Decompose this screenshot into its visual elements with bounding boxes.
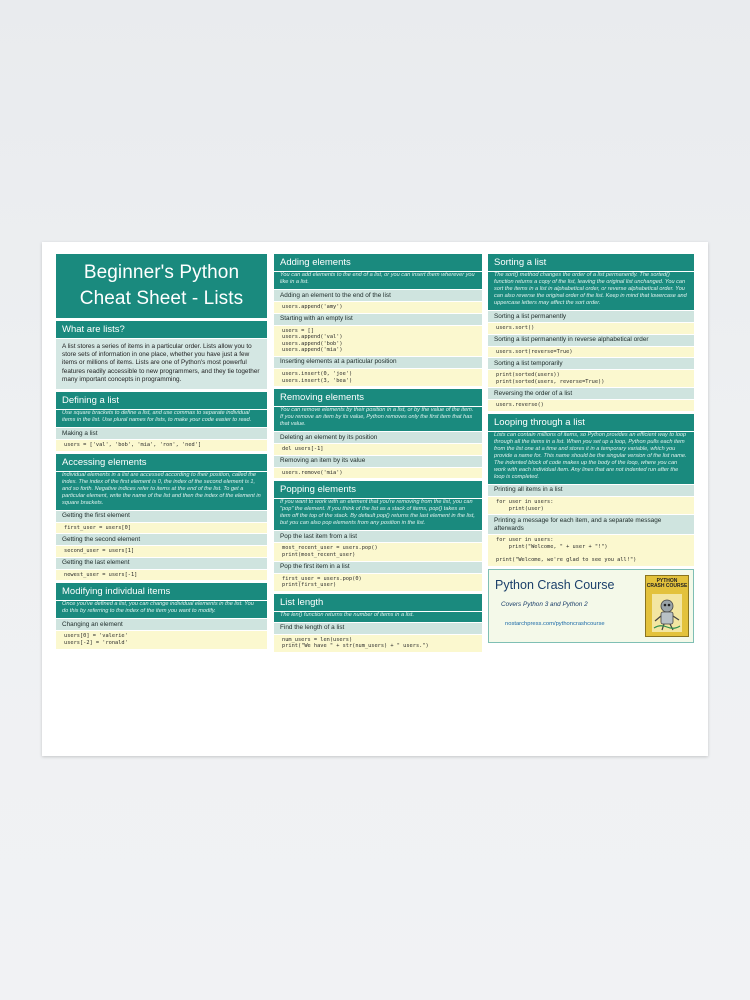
- section-heading: Modifying individual items: [56, 583, 267, 600]
- subheading: Getting the second element: [56, 534, 267, 545]
- code-snippet: most_recent_user = users.pop() print(most_recent_user): [274, 543, 482, 560]
- subheading: Adding an element to the end of the list: [274, 290, 482, 301]
- subheading: Sorting a list temporarily: [488, 358, 694, 369]
- section-what-are-lists: [56, 321, 267, 389]
- code-snippet: users.sort(): [488, 323, 694, 334]
- code-snippet: users.append('amy'): [274, 302, 482, 313]
- subheading: Sorting a list permanently: [488, 311, 694, 322]
- subheading: Reversing the order of a list: [488, 388, 694, 399]
- promo-url[interactable]: nostarchpress.com/pythoncrashcourse: [505, 620, 605, 627]
- book-promo: [488, 569, 694, 643]
- promo-title: Python Crash Course: [495, 577, 615, 592]
- subheading: Getting the first element: [56, 511, 267, 522]
- code-snippet: users.reverse(): [488, 400, 694, 411]
- cheat-sheet-poster: [42, 242, 708, 756]
- subheading: Find the length of a list: [274, 623, 482, 634]
- subheading: Inserting elements at a particular position: [274, 357, 482, 368]
- column-2: [274, 254, 482, 652]
- section-description: The len() function returns the number of items in a list.: [274, 612, 482, 622]
- section-description: The sort() method changes the order of a list permanently. The sorted() function returns a copy of the list, leaving the original list unchanged. You can sort the items in a list in alphabetical order, or reverse alphabetical order. You can also reverse the original order of the list. Keep in mind that lowercase and uppercase letters may affect the sort order.: [488, 272, 694, 310]
- title-line-2: Cheat Sheet - Lists: [79, 288, 244, 309]
- section-heading: List length: [274, 594, 482, 611]
- code-snippet: del users[-1]: [274, 444, 482, 455]
- code-snippet: num_users = len(users) print("We have " + str(num_users) + " users."): [274, 635, 482, 652]
- subheading: Pop the last item from a list: [274, 531, 482, 542]
- code-snippet: users[0] = 'valerie' users[-2] = 'ronald': [56, 631, 267, 648]
- promo-subtitle: Covers Python 3 and Python 2: [501, 600, 588, 608]
- section-heading: Sorting a list: [488, 254, 694, 271]
- section-heading: Popping elements: [274, 481, 482, 498]
- subheading: Starting with an empty list: [274, 314, 482, 325]
- section-list-length: [274, 594, 482, 652]
- column-1: [56, 254, 267, 649]
- section-description: You can remove elements by their position in a list, or by the value of the item. If you remove an item by its value, Python removes only the first item that has that value.: [274, 407, 482, 431]
- section-modifying-items: [56, 583, 267, 648]
- code-snippet: users = ['val', 'bob', 'mia', 'ron', 'ned']: [56, 440, 267, 451]
- section-popping-elements: [274, 481, 482, 590]
- book-cover-image: [645, 575, 689, 637]
- section-heading: Looping through a list: [488, 414, 694, 431]
- book-cover-title: PYTHON CRASH COURSE: [646, 577, 688, 590]
- code-snippet: for user in users: print("Welcome, " + user + "!") print("Welcome, we're glad to see you all!"): [488, 535, 694, 565]
- code-snippet: second_user = users[1]: [56, 546, 267, 557]
- section-defining-a-list: [56, 392, 267, 451]
- subheading: Changing an element: [56, 619, 267, 630]
- code-snippet: first_user = users.pop(0) print(first_user): [274, 574, 482, 591]
- code-snippet: users = [] users.append('val') users.append('bob') users.append('mia'): [274, 326, 482, 356]
- code-snippet: print(sorted(users)) print(sorted(users, reverse=True)): [488, 370, 694, 387]
- title-line-1: Beginner's Python: [83, 262, 240, 283]
- subheading: Making a list: [56, 428, 267, 439]
- subheading: Deleting an element by its position: [274, 432, 482, 443]
- section-description: If you want to work with an element that you're removing from the list, you can "pop" the element. If you think of the list as a stack of items, pop() takes an item off the top of the stack. By default pop() returns the last element in the list, but you can also pop elements from any position in the list.: [274, 499, 482, 530]
- section-sorting-a-list: [488, 254, 694, 411]
- section-heading: Removing elements: [274, 389, 482, 406]
- section-adding-elements: [274, 254, 482, 386]
- section-description: You can add elements to the end of a list, or you can insert them wherever you like in a list.: [274, 272, 482, 289]
- section-description: Once you've defined a list, you can change individual elements in the list. You do this by referring to the index of the item you want to modify.: [56, 601, 267, 618]
- section-heading: Accessing elements: [56, 454, 267, 471]
- section-description: Individual elements in a list are accessed according to their position, called the index. The index of the first element is 0, the index of the second element is 1, and so forth. Negative indices refer to items at the end of the list. To get a particular element, write the name of the list and then the index of the element in square brackets.: [56, 472, 267, 510]
- section-accessing-elements: [56, 454, 267, 581]
- robot-illustration-icon: [652, 594, 682, 632]
- section-looping: [488, 414, 694, 566]
- column-3: [488, 254, 694, 643]
- subheading: Printing a message for each item, and a separate message afterwards: [488, 515, 694, 534]
- code-snippet: first_user = users[0]: [56, 523, 267, 534]
- code-snippet: users.sort(reverse=True): [488, 347, 694, 358]
- section-heading: Adding elements: [274, 254, 482, 271]
- code-snippet: users.remove('mia'): [274, 468, 482, 479]
- code-snippet: newest_user = users[-1]: [56, 570, 267, 581]
- section-text: A list stores a series of items in a particular order. Lists allow you to store sets of information in one place, whether you have just a few items or millions of items. Lists are one of Python's most powerful features readily accessible to new programmers, and they tie together many important concepts in programming.: [56, 339, 267, 389]
- subheading: Removing an item by its value: [274, 456, 482, 467]
- section-description: Lists can contain millions of items, so Python provides an efficient way to loop through all the items in a list. When you set up a loop, Python pulls each item from the list one at a time and stores it in a temporary variable, which you provide a name for. This name should be the singular version of the list name. The indented block of code makes up the body of the loop, where you can work with each individual item. Any lines that are not indented run after the loop is completed.: [488, 432, 694, 484]
- section-description: Use square brackets to define a list, and use commas to separate individual items in the list. Use plural names for lists, to make your code easier to read.: [56, 410, 267, 427]
- code-snippet: for user in users: print(user): [488, 497, 694, 514]
- section-heading: Defining a list: [56, 392, 267, 409]
- subheading: Printing all items in a list: [488, 485, 694, 496]
- section-removing-elements: [274, 389, 482, 478]
- poster-title: [56, 254, 267, 318]
- subheading: Pop the first item in a list: [274, 562, 482, 573]
- subheading: Getting the last element: [56, 558, 267, 569]
- code-snippet: users.insert(0, 'joe') users.insert(3, 'bea'): [274, 369, 482, 386]
- section-heading: What are lists?: [56, 321, 267, 338]
- subheading: Sorting a list permanently in reverse alphabetical order: [488, 335, 694, 346]
